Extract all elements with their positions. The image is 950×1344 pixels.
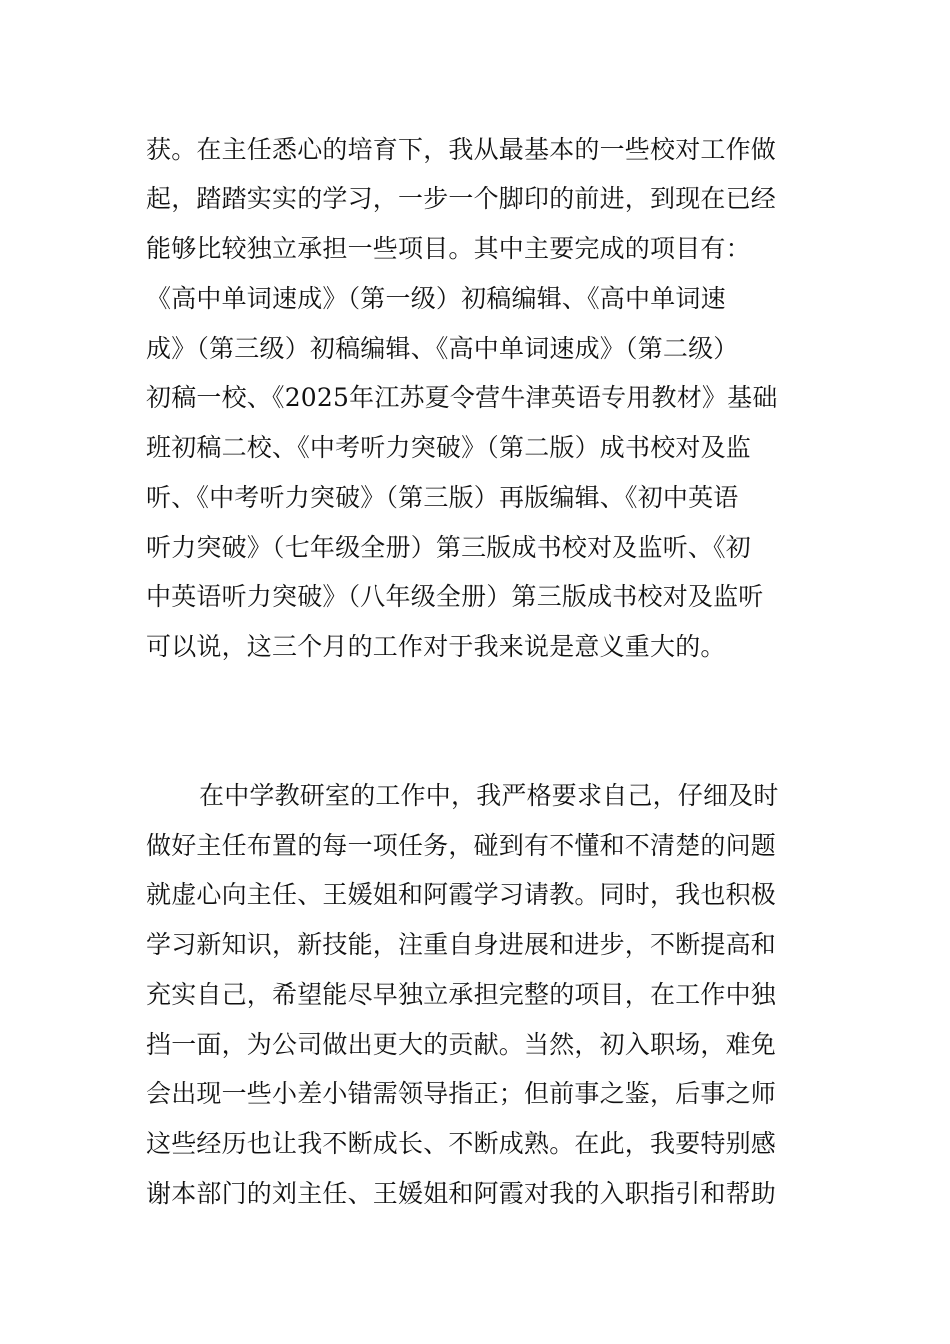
text-line: 挡一面，为公司做出更大的贡献。当然，初入职场，难免 bbox=[146, 1030, 777, 1059]
text-line: 班初稿二校、《中考听力突破》（第二版）成书校对及监 bbox=[146, 433, 752, 462]
text-line: 会出现一些小差小错需领导指正；但前事之鉴，后事之师 bbox=[146, 1079, 777, 1108]
text-line: 获。在主任悉心的培育下，我从最基本的一些校对工作做 bbox=[146, 135, 777, 164]
text-line: 初稿一校、《2025年江苏夏令营牛津英语专用教材》基础 bbox=[146, 383, 778, 412]
text-line: 这些经历也让我不断成长、不断成熟。在此，我要特别感 bbox=[146, 1129, 777, 1158]
text-line: 听力突破》（七年级全册）第三版成书校对及监听、《初 bbox=[146, 533, 752, 562]
text-line: 可以说，这三个月的工作对于我来说是意义重大的。 bbox=[146, 632, 726, 661]
text-line: 充实自己，希望能尽早独立承担完整的项目，在工作中独 bbox=[146, 980, 777, 1009]
text-line: 中英语听力突破》（八年级全册）第三版成书校对及监听 bbox=[146, 582, 764, 611]
text-line: 学习新知识，新技能，注重自身进展和进步，不断提高和 bbox=[146, 930, 777, 959]
text-line: 在中学教研室的工作中，我严格要求自己，仔细及时 bbox=[199, 781, 779, 810]
text-line: 《高中单词速成》（第一级）初稿编辑、《高中单词速 bbox=[146, 284, 726, 313]
text-line: 做好主任布置的每一项任务，碰到有不懂和不清楚的问题 bbox=[146, 831, 777, 860]
text-line: 起，踏踏实实的学习，一步一个脚印的前进，到现在已经 bbox=[146, 184, 777, 213]
text-line: 听、《中考听力突破》（第三版）再版编辑、《初中英语 bbox=[146, 483, 739, 512]
text-line: 成》（第三级）初稿编辑、《高中单词速成》（第二级） bbox=[146, 334, 739, 363]
text-line: 能够比较独立承担一些项目。其中主要完成的项目有： bbox=[146, 234, 751, 263]
text-line: 谢本部门的刘主任、王媛姐和阿霞对我的入职指引和帮助 bbox=[146, 1179, 777, 1208]
text-line: 就虚心向主任、王媛姐和阿霞学习请教。同时，我也积极 bbox=[146, 880, 777, 909]
